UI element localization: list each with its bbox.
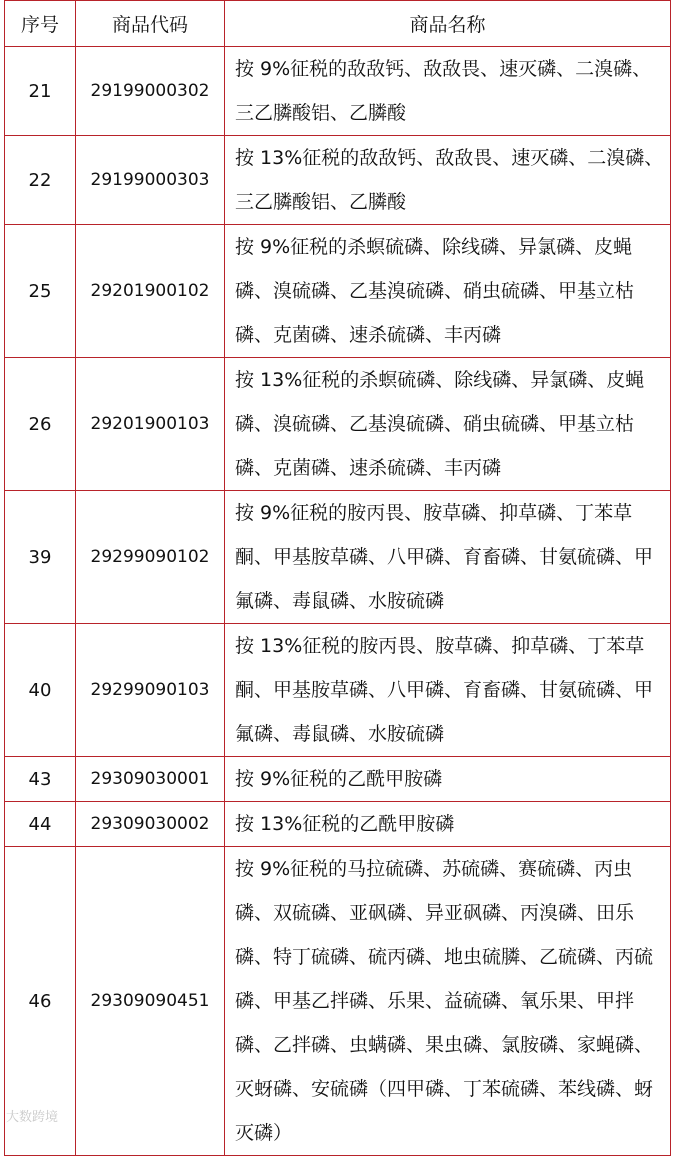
- table-row: [5, 47, 671, 136]
- row-seq: 40: [5, 624, 76, 757]
- table-row: [5, 757, 671, 802]
- row-name: 按 13%征税的敌敌钙、敌敌畏、速灭磷、二溴磷、三乙膦酸铝、乙膦酸: [225, 136, 671, 225]
- table-row: [5, 136, 671, 225]
- row-name: 按 13%征税的胺丙畏、胺草磷、抑草磷、丁苯草酮、甲基胺草磷、八甲磷、育畜磷、甘氨硫磷、甲氟磷、毒鼠磷、水胺硫磷: [225, 624, 671, 757]
- header-code: 商品代码: [76, 1, 225, 47]
- row-name: 按 13%征税的乙酰甲胺磷: [225, 802, 671, 847]
- table-row: [5, 225, 671, 358]
- table-row: [5, 847, 671, 1156]
- watermark-text: 大数跨境: [6, 1110, 59, 1125]
- row-seq: 21: [5, 47, 76, 136]
- row-seq: 46: [5, 847, 76, 1156]
- row-code: 29299090102: [76, 491, 225, 624]
- row-seq: 26: [5, 358, 76, 491]
- row-code: 29299090103: [76, 624, 225, 757]
- row-seq: 25: [5, 225, 76, 358]
- header-seq: 序号: [5, 1, 76, 47]
- table-row: [5, 624, 671, 757]
- commodity-table: [4, 0, 671, 1156]
- header-name: 商品名称: [225, 1, 671, 47]
- row-code: 29199000303: [76, 136, 225, 225]
- row-code: 29201900103: [76, 358, 225, 491]
- row-code: 29199000302: [76, 47, 225, 136]
- row-code: 29201900102: [76, 225, 225, 358]
- row-seq: 22: [5, 136, 76, 225]
- row-name: 按 9%征税的杀螟硫磷、除线磷、异氯磷、皮蝇磷、溴硫磷、乙基溴硫磷、硝虫硫磷、甲基立枯磷、克菌磷、速杀硫磷、丰丙磷: [225, 225, 671, 358]
- row-code: 29309030002: [76, 802, 225, 847]
- row-code: 29309030001: [76, 757, 225, 802]
- row-name: 按 9%征税的胺丙畏、胺草磷、抑草磷、丁苯草酮、甲基胺草磷、八甲磷、育畜磷、甘氨硫磷、甲氟磷、毒鼠磷、水胺硫磷: [225, 491, 671, 624]
- row-seq: 44: [5, 802, 76, 847]
- row-name: 按 13%征税的杀螟硫磷、除线磷、异氯磷、皮蝇磷、溴硫磷、乙基溴硫磷、硝虫硫磷、甲基立枯磷、克菌磷、速杀硫磷、丰丙磷: [225, 358, 671, 491]
- header-row: [5, 1, 671, 47]
- row-code: 29309090451: [76, 847, 225, 1156]
- table-row: [5, 358, 671, 491]
- table-row: [5, 802, 671, 847]
- row-seq: 39: [5, 491, 76, 624]
- row-name: 按 9%征税的马拉硫磷、苏硫磷、赛硫磷、丙虫磷、双硫磷、亚砜磷、异亚砜磷、丙溴磷、田乐磷、特丁硫磷、硫丙磷、地虫硫膦、乙硫磷、丙硫磷、甲基乙拌磷、乐果、益硫磷、氧乐果、甲拌磷、乙拌磷、虫螨磷、果虫磷、氯胺磷、家蝇磷、灭蚜磷、安硫磷（四甲磷、丁苯硫磷、苯线磷、蚜灭磷）: [225, 847, 671, 1156]
- row-name: 按 9%征税的乙酰甲胺磷: [225, 757, 671, 802]
- table-row: [5, 491, 671, 624]
- row-seq: 43: [5, 757, 76, 802]
- row-name: 按 9%征税的敌敌钙、敌敌畏、速灭磷、二溴磷、三乙膦酸铝、乙膦酸: [225, 47, 671, 136]
